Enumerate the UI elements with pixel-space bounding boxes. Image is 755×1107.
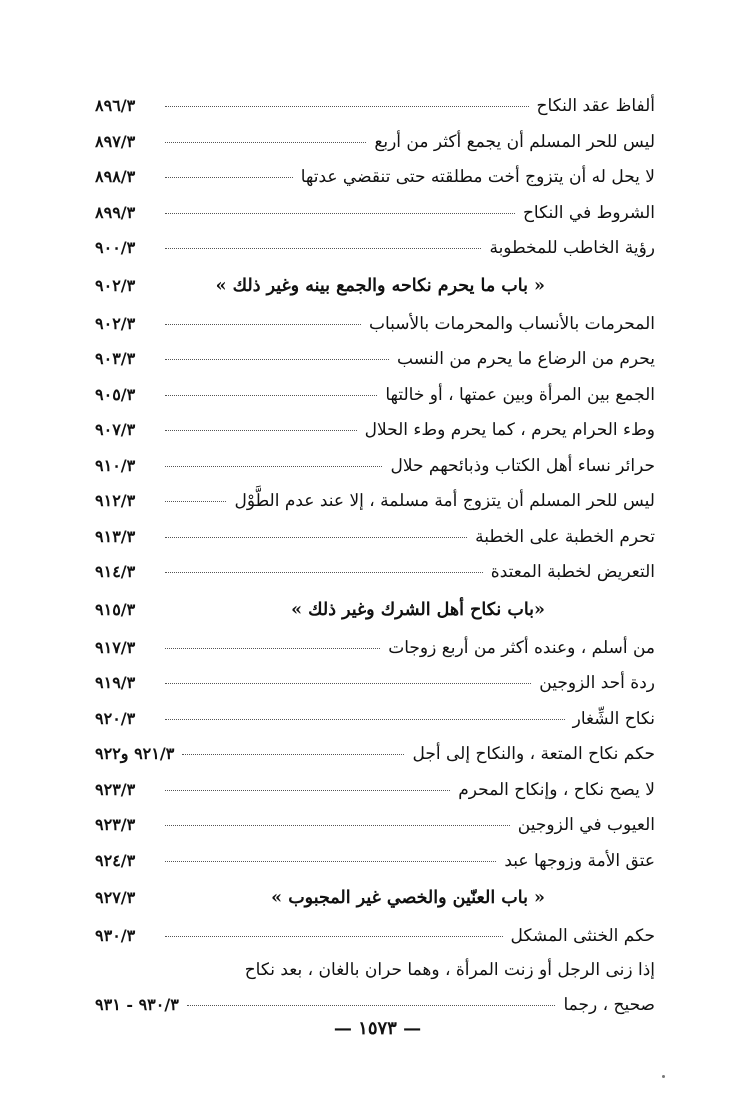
toc-entry-page-ref: ٩٢٠/٣ — [95, 708, 136, 728]
toc-entry — [95, 124, 655, 160]
dot-leader — [165, 177, 293, 178]
dot-leader — [165, 466, 382, 467]
toc-entry-page-ref: ٨٩٦/٣ — [95, 96, 136, 115]
toc-entry-page-ref: ٩٢٣/٣ — [95, 815, 136, 834]
toc-entry — [95, 954, 655, 987]
toc-entry-title: «باب نكاح أهل الشرك وغير ذلك » — [291, 599, 545, 620]
toc-entry-page-ref: ٩٢٧/٣ — [95, 888, 136, 907]
toc-entry — [95, 377, 655, 413]
toc-entry — [95, 230, 655, 266]
toc-entry-page-ref: ٨٩٧/٣ — [95, 131, 136, 151]
dot-leader — [165, 359, 389, 360]
toc-entry — [95, 88, 655, 124]
toc-entry-page-ref: ٩١٠/٣ — [95, 455, 136, 475]
toc-list — [95, 88, 655, 1022]
toc-entry-page-ref: ٩١٥/٣ — [95, 599, 136, 619]
toc-entry-title: الشروط في النكاح — [522, 202, 655, 223]
toc-entry-page-ref: ٩٢٤/٣ — [95, 850, 136, 870]
toc-entry-title: يحرم من الرضاع ما يحرم من النسب — [397, 349, 655, 369]
toc-entry — [95, 306, 655, 342]
dot-leader — [165, 537, 467, 538]
dot-leader — [165, 648, 380, 649]
toc-entry-title: لا يصح نكاح ، وإنكاح المحرم — [458, 779, 655, 800]
toc-entry — [95, 159, 655, 195]
toc-entry-title: ليس للحر المسلم أن يتزوج أمة مسلمة ، إلا عند عدم الطَّوْل — [234, 491, 655, 511]
dot-leader — [165, 683, 531, 684]
toc-entry-page-ref: ٩٠٢/٣ — [95, 275, 136, 295]
toc-entry-title: لا يحل له أن يتزوج أخت مطلقته حتى تنقضي عدتها — [300, 167, 655, 187]
toc-entry-title: حرائر نساء أهل الكتاب وذبائحهم حلال — [390, 455, 655, 476]
toc-entry-title: وطء الحرام يحرم ، كما يحرم وطء الحلال — [364, 420, 655, 440]
toc-entry-title: إذا زنى الرجل أو زنت المرأة ، وهما حران بالغان ، بعد نكاح — [244, 959, 655, 980]
toc-entry — [95, 195, 655, 231]
toc-entry — [95, 665, 655, 701]
page-number: — ١٥٧٣ — — [333, 1018, 422, 1039]
toc-entry-title: من أسلم ، وعنده أكثر من أربع زوجات — [388, 637, 655, 658]
toc-entry — [95, 701, 655, 737]
toc-entry — [95, 807, 655, 843]
toc-entry-title: حكم نكاح المتعة ، والنكاح إلى أجل — [412, 744, 655, 764]
toc-entry-page-ref: ٩١٤/٣ — [95, 562, 136, 581]
toc-entry-page-ref: ٨٩٩/٣ — [95, 202, 136, 222]
toc-entry — [95, 554, 655, 590]
toc-entry — [95, 448, 655, 484]
toc-entry-title: الجمع بين المرأة وبين عمتها ، أو خالتها — [385, 384, 655, 405]
toc-section-heading — [95, 266, 655, 306]
toc-entry-title: العيوب في الزوجين — [517, 815, 655, 835]
toc-entry-page-ref: ٩٠٣/٣ — [95, 349, 136, 368]
toc-entry-page-ref: ٩١٣/٣ — [95, 526, 136, 546]
toc-section-heading — [95, 590, 655, 630]
toc-entry — [95, 843, 655, 879]
toc-entry — [95, 736, 655, 772]
toc-entry-page-ref: ٩١٧/٣ — [95, 637, 136, 657]
toc-entry-title: التعريض لخطبة المعتدة — [490, 562, 655, 582]
dot-leader — [165, 430, 357, 431]
toc-entry-title: المحرمات بالأنساب والمحرمات بالأسباب — [368, 313, 655, 334]
dot-leader — [165, 142, 366, 143]
toc-entry-page-ref: ٩٢٣/٣ — [95, 779, 136, 799]
dot-leader — [165, 501, 226, 502]
toc-section-heading — [95, 878, 655, 918]
dot-leader — [165, 572, 483, 573]
toc-entry-title: ليس للحر المسلم أن يجمع أكثر من أربع — [374, 131, 655, 152]
toc-entry — [95, 341, 655, 377]
toc-entry-page-ref: ٩٠٠/٣ — [95, 238, 136, 257]
dot-leader — [165, 248, 481, 249]
toc-entry-page-ref: ٩٣٠/٣ - ٩٣١ — [95, 994, 179, 1014]
toc-entry — [95, 918, 655, 954]
dot-leader — [165, 719, 565, 720]
toc-entry — [95, 412, 655, 448]
toc-entry-page-ref: ٩٢١/٣ و٩٢٢ — [95, 744, 175, 763]
toc-entry-title: تحرم الخطبة على الخطبة — [475, 526, 655, 547]
toc-entry-page-ref: ٩٠٢/٣ — [95, 313, 136, 333]
dot-leader — [165, 324, 361, 325]
toc-entry-title: « باب العنّين والخصي غير المجبوب » — [271, 888, 545, 908]
toc-entry — [95, 772, 655, 808]
dot-leader — [165, 790, 450, 791]
dot-leader — [165, 936, 503, 937]
toc-entry-page-ref: ٩٠٥/٣ — [95, 384, 136, 404]
toc-entry-page-ref: ٩٠٧/٣ — [95, 420, 136, 439]
toc-entry-page-ref: ٨٩٨/٣ — [95, 167, 136, 186]
toc-entry-title: حكم الخنثى المشكل — [510, 926, 655, 946]
toc-entry — [95, 519, 655, 555]
dot-leader — [165, 825, 510, 826]
toc-entry-page-ref: ٩١٢/٣ — [95, 491, 136, 510]
toc-entry-page-ref: ٩٣٠/٣ — [95, 926, 136, 945]
toc-entry-title: نكاح الشِّغار — [572, 708, 655, 729]
toc-entry-title: « باب ما يحرم نكاحه والجمع بينه وغير ذلك » — [215, 275, 545, 296]
toc-entry-title: صحيح ، رجما — [563, 994, 655, 1015]
toc-entry-title: ردة أحد الزوجين — [539, 673, 655, 693]
toc-entry-page-ref: ٩١٩/٣ — [95, 673, 136, 692]
dot-leader — [182, 754, 404, 755]
scan-speck — [662, 1075, 665, 1078]
dot-leader — [165, 861, 496, 862]
toc-entry — [95, 630, 655, 666]
dot-leader — [165, 213, 515, 214]
toc-entry — [95, 483, 655, 519]
toc-entry-title: رؤية الخاطب للمخطوبة — [489, 238, 655, 258]
toc-entry-title: ألفاظ عقد النكاح — [536, 96, 655, 116]
toc-entry — [95, 987, 655, 1023]
dot-leader — [165, 106, 529, 107]
toc-entry-title: عتق الأمة وزوجها عبد — [504, 850, 655, 871]
dot-leader — [187, 1005, 556, 1006]
dot-leader — [165, 395, 377, 396]
